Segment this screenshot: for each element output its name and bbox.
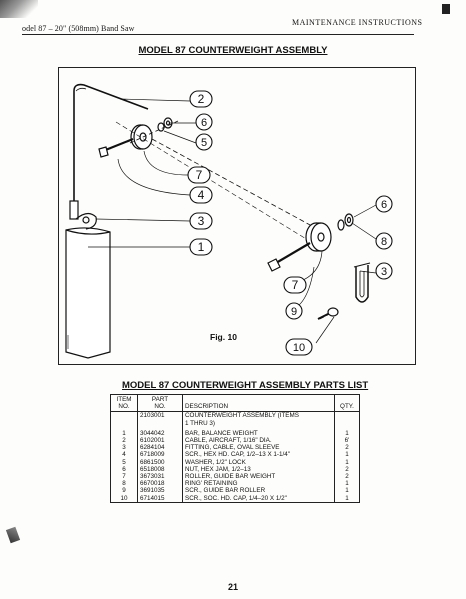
- part-number: 3673031: [138, 473, 183, 480]
- item-number: 8: [111, 480, 138, 487]
- upper-roller: [131, 125, 152, 149]
- part-description: WASHER, 1/2" LOCK: [183, 459, 335, 466]
- callout-7-lower: [284, 277, 306, 293]
- balance-weight-bar: [66, 228, 110, 358]
- parts-list-title: MODEL 87 COUNTERWEIGHT ASSEMBLY PARTS LIST: [122, 380, 369, 391]
- item-number: 6: [111, 466, 138, 473]
- col-part: PART NO.: [138, 395, 183, 412]
- socket-head-screw: [318, 308, 338, 319]
- part-quantity: 2: [335, 444, 360, 451]
- svg-text:8: 8: [380, 236, 388, 248]
- table-row: [111, 459, 360, 466]
- lower-nut-ring: [338, 214, 353, 230]
- item-number: 5: [111, 459, 138, 466]
- table-row: [111, 420, 360, 427]
- callout-4: [190, 187, 212, 203]
- part-description: NUT, HEX JAM, 1/2–13: [183, 466, 335, 473]
- svg-text:6: 6: [200, 117, 208, 129]
- item-number: 9: [111, 487, 138, 494]
- svg-text:3: 3: [380, 266, 388, 278]
- table-row: [111, 466, 360, 473]
- part-description: CABLE, AIRCRAFT, 1/16" DIA.: [183, 437, 335, 444]
- table-row: [111, 487, 360, 494]
- header-rule: [22, 34, 414, 35]
- table-row: [111, 451, 360, 458]
- table-row: [111, 444, 360, 451]
- callout-7-upper: [188, 167, 210, 183]
- scan-shadow: [0, 0, 38, 18]
- parts-list-table: [110, 394, 360, 503]
- page-number: 21: [227, 582, 238, 592]
- part-number: 6518008: [138, 466, 183, 473]
- svg-text:3: 3: [197, 214, 205, 228]
- part-quantity: [335, 420, 360, 427]
- table-row: [111, 495, 360, 503]
- part-quantity: 2: [335, 473, 360, 480]
- callout-5: [196, 134, 212, 150]
- parts-table-header: [111, 395, 360, 412]
- col-qty: QTY.: [335, 395, 360, 412]
- item-number: 7: [111, 473, 138, 480]
- part-quantity: [335, 412, 360, 420]
- svg-text:4: 4: [197, 188, 205, 202]
- guide-bar-roller-screw: [268, 243, 310, 271]
- part-description: SCR., GUIDE BAR ROLLER: [183, 487, 335, 494]
- part-quantity: 6': [335, 437, 360, 444]
- table-row: [111, 473, 360, 480]
- part-number: 6284104: [138, 444, 183, 451]
- callout-9: [286, 303, 302, 319]
- part-description: BAR, BALANCE WEIGHT: [183, 427, 335, 437]
- table-row: [111, 412, 360, 420]
- svg-text:6: 6: [380, 199, 388, 211]
- part-quantity: 1: [335, 495, 360, 503]
- part-number: [138, 420, 183, 427]
- callout-2: [190, 91, 212, 107]
- table-row: [111, 427, 360, 437]
- part-quantity: 2: [335, 466, 360, 473]
- part-number: 6714015: [138, 495, 183, 503]
- callout-8: [376, 233, 392, 249]
- part-quantity: 1: [335, 480, 360, 487]
- item-number: [111, 412, 138, 420]
- item-number: 2: [111, 437, 138, 444]
- svg-text:7: 7: [195, 168, 203, 182]
- part-number: 6670018: [138, 480, 183, 487]
- part-quantity: 1: [335, 487, 360, 494]
- header-section: MAINTENANCE INSTRUCTIONS: [292, 18, 423, 27]
- guide-bracket: [354, 263, 370, 302]
- part-number: 6861500: [138, 459, 183, 466]
- part-number: 6102001: [138, 437, 183, 444]
- part-quantity: 1: [335, 427, 360, 437]
- part-number: 6718009: [138, 451, 183, 458]
- callout-6-lower: [376, 196, 392, 212]
- part-quantity: 1: [335, 451, 360, 458]
- figure-caption: Fig. 10: [210, 332, 237, 342]
- part-description: FITTING, CABLE, OVAL SLEEVE: [183, 444, 335, 451]
- callout-1: [190, 239, 212, 255]
- header-model: odel 87 – 20" (508mm) Band Saw: [22, 24, 135, 33]
- part-description: SCR., HEX HD. CAP, 1/2–13 X 1-1/4": [183, 451, 335, 458]
- cable-fitting: [70, 201, 96, 229]
- scan-mark-bottom: [6, 527, 20, 544]
- parts-table-body: [111, 412, 360, 502]
- svg-text:1: 1: [197, 240, 205, 254]
- callout-10: [286, 339, 312, 355]
- table-row: [111, 437, 360, 444]
- callout-6-upper: [196, 114, 212, 130]
- upper-bolt: [99, 139, 133, 157]
- part-description: RING' RETAINING: [183, 480, 335, 487]
- part-quantity: 1: [335, 459, 360, 466]
- item-number: 4: [111, 451, 138, 458]
- svg-text:10: 10: [292, 342, 306, 354]
- table-row: [111, 480, 360, 487]
- part-description: SCR., SOC. HD. CAP, 1/4–20 X 1/2": [183, 495, 335, 503]
- item-number: 10: [111, 495, 138, 503]
- item-number: 3: [111, 444, 138, 451]
- col-item: ITEM NO.: [111, 395, 138, 412]
- part-description: COUNTERWEIGHT ASSEMBLY (ITEMS: [183, 412, 335, 420]
- part-number: 2103001: [138, 412, 183, 420]
- page-title: MODEL 87 COUNTERWEIGHT ASSEMBLY: [138, 45, 328, 56]
- lower-roller: [306, 223, 331, 251]
- part-number: 3691035: [138, 487, 183, 494]
- svg-text:7: 7: [291, 278, 299, 292]
- item-number: [111, 420, 138, 427]
- callout-3-upper: [190, 213, 212, 229]
- svg-text:5: 5: [200, 137, 208, 149]
- part-description: ROLLER, GUIDE BAR WEIGHT: [183, 473, 335, 480]
- counterweight-diagram: [58, 67, 414, 363]
- callout-3-lower: [376, 263, 392, 279]
- item-number: 1: [111, 427, 138, 437]
- svg-text:9: 9: [290, 306, 298, 318]
- part-description: 1 THRU 3): [183, 420, 335, 427]
- col-description: DESCRIPTION: [183, 395, 335, 412]
- part-number: 3044042: [138, 427, 183, 437]
- svg-text:2: 2: [197, 92, 205, 106]
- scan-mark: [442, 4, 450, 14]
